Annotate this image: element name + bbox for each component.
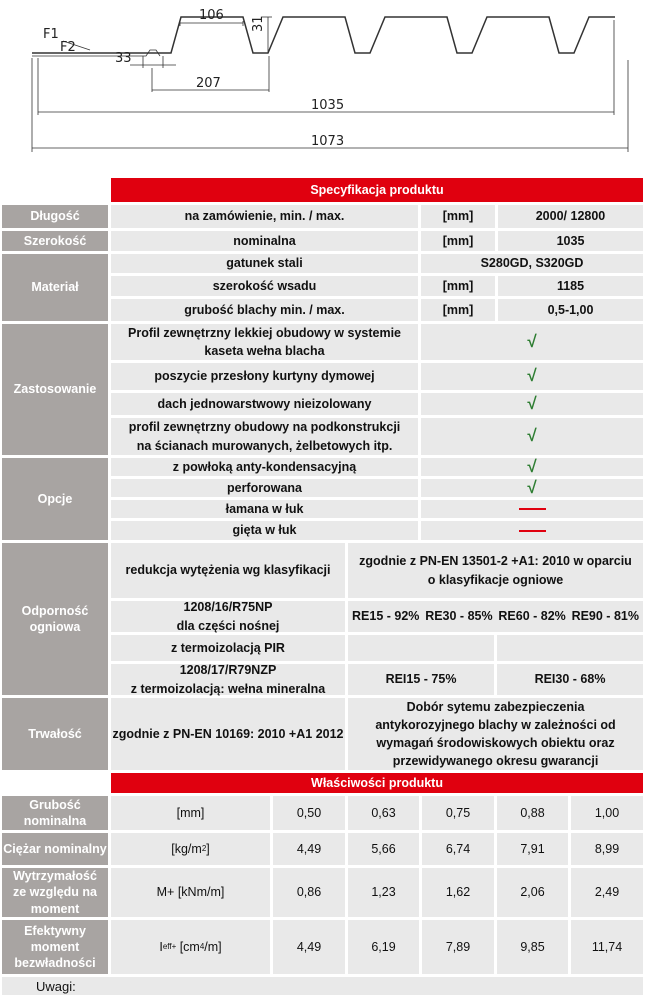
- props-value: 8,99: [571, 833, 643, 865]
- profile-line: [32, 17, 615, 53]
- dim-33: 33: [115, 51, 132, 66]
- props-row-unit: [mm]: [111, 796, 270, 830]
- props-value: 0,63: [348, 796, 419, 830]
- check-icon: √: [421, 418, 643, 455]
- props-value: 5,66: [348, 833, 419, 865]
- props-value: 4,49: [273, 920, 345, 974]
- props-value: 1,62: [422, 868, 494, 917]
- dlugosc-desc: na zamówienie, min. / max.: [111, 205, 418, 228]
- props-row-label: Efektywny moment bezwładności: [2, 920, 108, 974]
- dim-31: 31: [251, 15, 266, 32]
- props-value: 6,19: [348, 920, 419, 974]
- unit-sub: eff: [162, 942, 172, 952]
- trwalosc-value: Dobór sytemu zabezpieczenia antykorozyjnego blachy w zależności od wymagań środowiskowych obiektu oraz przewidywanego okresu gwarancji: [348, 698, 643, 770]
- opcje-row-desc: gięta w łuk: [111, 521, 418, 540]
- opcje-row-desc: łamana w łuk: [111, 500, 418, 518]
- dim-106: 106: [199, 8, 224, 23]
- props-value: 7,89: [422, 920, 494, 974]
- pir-empty-1: [348, 635, 494, 661]
- r75-values: [348, 601, 643, 632]
- material-row-unit: [mm]: [421, 299, 495, 321]
- zastosowanie-row-desc: poszycie przesłony kurtyny dymowej: [111, 363, 418, 390]
- material-row-value: 0,5-1,00: [498, 299, 643, 321]
- r75-value: RE15 - 92%: [352, 609, 420, 624]
- check-icon: √: [421, 393, 643, 415]
- props-value: 2,49: [571, 868, 643, 917]
- r79-code: 1208/17/R79NZP: [179, 663, 277, 678]
- r79-note: z termoizolacją: wełna mineralna: [130, 681, 326, 696]
- props-value: 0,75: [422, 796, 494, 830]
- r75-cell: [111, 601, 345, 632]
- props-value: 0,50: [273, 796, 345, 830]
- r75-value: RE90 - 81%: [571, 609, 639, 624]
- reduction-value: zgodnie z PN-EN 13501-2 +A1: 2010 w oparciu o klasyfikacje ogniowe: [348, 543, 643, 598]
- check-icon: √: [421, 479, 643, 497]
- props-value: 1,00: [571, 796, 643, 830]
- zastosowanie-row-desc: Profil zewnętrzny lekkiej obudowy w systemie kaseta wełna blacha: [111, 324, 418, 360]
- props-value: 1,23: [348, 868, 419, 917]
- label-odpornosc: Odporność ogniowa: [2, 543, 108, 695]
- r75-value: RE60 - 82%: [498, 609, 566, 624]
- dim-1073: 1073: [311, 134, 345, 149]
- opcje-row-desc: z powłoką anty-kondensacyjną: [111, 458, 418, 476]
- r79-value: REI15 - 75%: [348, 664, 494, 695]
- props-header: Właściwości produktu: [111, 773, 643, 793]
- unit-sup: 2: [201, 844, 207, 854]
- szerokosc-unit: [mm]: [421, 231, 495, 251]
- props-row-unit: [111, 920, 270, 974]
- r75-note: dla części nośnej: [176, 618, 280, 633]
- dlugosc-value: 2000/ 12800: [498, 205, 643, 228]
- props-value: 4,49: [273, 833, 345, 865]
- unit-tail: ]: [206, 841, 210, 856]
- material-row-value: 1185: [498, 276, 643, 296]
- material-row-desc: gatunek stali: [111, 254, 418, 273]
- unit-sup: +: [171, 942, 177, 952]
- dash-icon: [421, 500, 643, 518]
- unit-text: [kg/m: [171, 841, 202, 856]
- zastosowanie-row-desc: dach jednowarstwowy nieizolowany: [111, 393, 418, 415]
- props-row-label: Ciężar nominalny: [2, 833, 108, 865]
- props-row-label: Grubość nominalna: [2, 796, 108, 830]
- material-row-value: S280GD, S320GD: [421, 254, 643, 273]
- r79-value: REI30 - 68%: [497, 664, 643, 695]
- pir-desc: z termoizolacją PIR: [111, 635, 345, 661]
- r75-code: 1208/16/R75NP: [183, 600, 273, 615]
- check-icon: √: [421, 324, 643, 360]
- label-f2: F2: [60, 40, 76, 55]
- props-row-unit: [111, 833, 270, 865]
- props-value: 11,74: [571, 920, 643, 974]
- label-opcje: Opcje: [2, 458, 108, 540]
- props-row-unit: M+ [kNm/m]: [111, 868, 270, 917]
- props-value: 0,86: [273, 868, 345, 917]
- szerokosc-desc: nominalna: [111, 231, 418, 251]
- label-trwalosc: Trwałość: [2, 698, 108, 770]
- unit-sup: 4: [199, 942, 205, 952]
- profile-drawing: [0, 0, 648, 165]
- material-row-unit: [mm]: [421, 276, 495, 296]
- dim-207: 207: [196, 76, 221, 91]
- r75-value: RE30 - 85%: [425, 609, 493, 624]
- label-f1: F1: [43, 27, 59, 42]
- props-value: 2,06: [497, 868, 568, 917]
- reduction-desc: redukcja wytężenia wg klasyfikacji: [111, 543, 345, 598]
- spec-header: Specyfikacja produktu: [111, 178, 643, 202]
- props-value: 6,74: [422, 833, 494, 865]
- dlugosc-unit: [mm]: [421, 205, 495, 228]
- opcje-row-desc: perforowana: [111, 479, 418, 497]
- pir-empty-2: [497, 635, 643, 661]
- unit-tail: /m]: [204, 939, 222, 954]
- red-dash-icon: [519, 530, 546, 532]
- uwagi-label: Uwagi:: [36, 979, 76, 994]
- props-value: 9,85: [497, 920, 568, 974]
- label-material: Materiał: [2, 254, 108, 321]
- material-row-desc: grubość blachy min. / max.: [111, 299, 418, 321]
- label-dlugosc: Długość: [2, 205, 108, 228]
- dash-icon: [421, 521, 643, 540]
- props-value: 7,91: [497, 833, 568, 865]
- check-icon: √: [421, 363, 643, 390]
- uwagi-row: [2, 977, 643, 995]
- zastosowanie-row-desc: profil zewnętrzny obudowy na podkonstrukcji na ścianach murowanych, żelbetowych itp.: [111, 418, 418, 455]
- dim-1035: 1035: [311, 98, 345, 113]
- unit-tail: [cm: [176, 939, 200, 954]
- trwalosc-desc: zgodnie z PN-EN 10169: 2010 +A1 2012: [111, 698, 345, 770]
- props-row-label: Wytrzymałość ze względu na moment: [2, 868, 108, 917]
- unit-text: I: [159, 939, 163, 954]
- check-icon: √: [421, 458, 643, 476]
- red-dash-icon: [519, 508, 546, 510]
- r79-cell: [111, 664, 345, 695]
- props-value: 0,88: [497, 796, 568, 830]
- material-row-desc: szerokość wsadu: [111, 276, 418, 296]
- szerokosc-value: 1035: [498, 231, 643, 251]
- label-zastosowanie: Zastosowanie: [2, 324, 108, 455]
- label-szerokosc: Szerokość: [2, 231, 108, 251]
